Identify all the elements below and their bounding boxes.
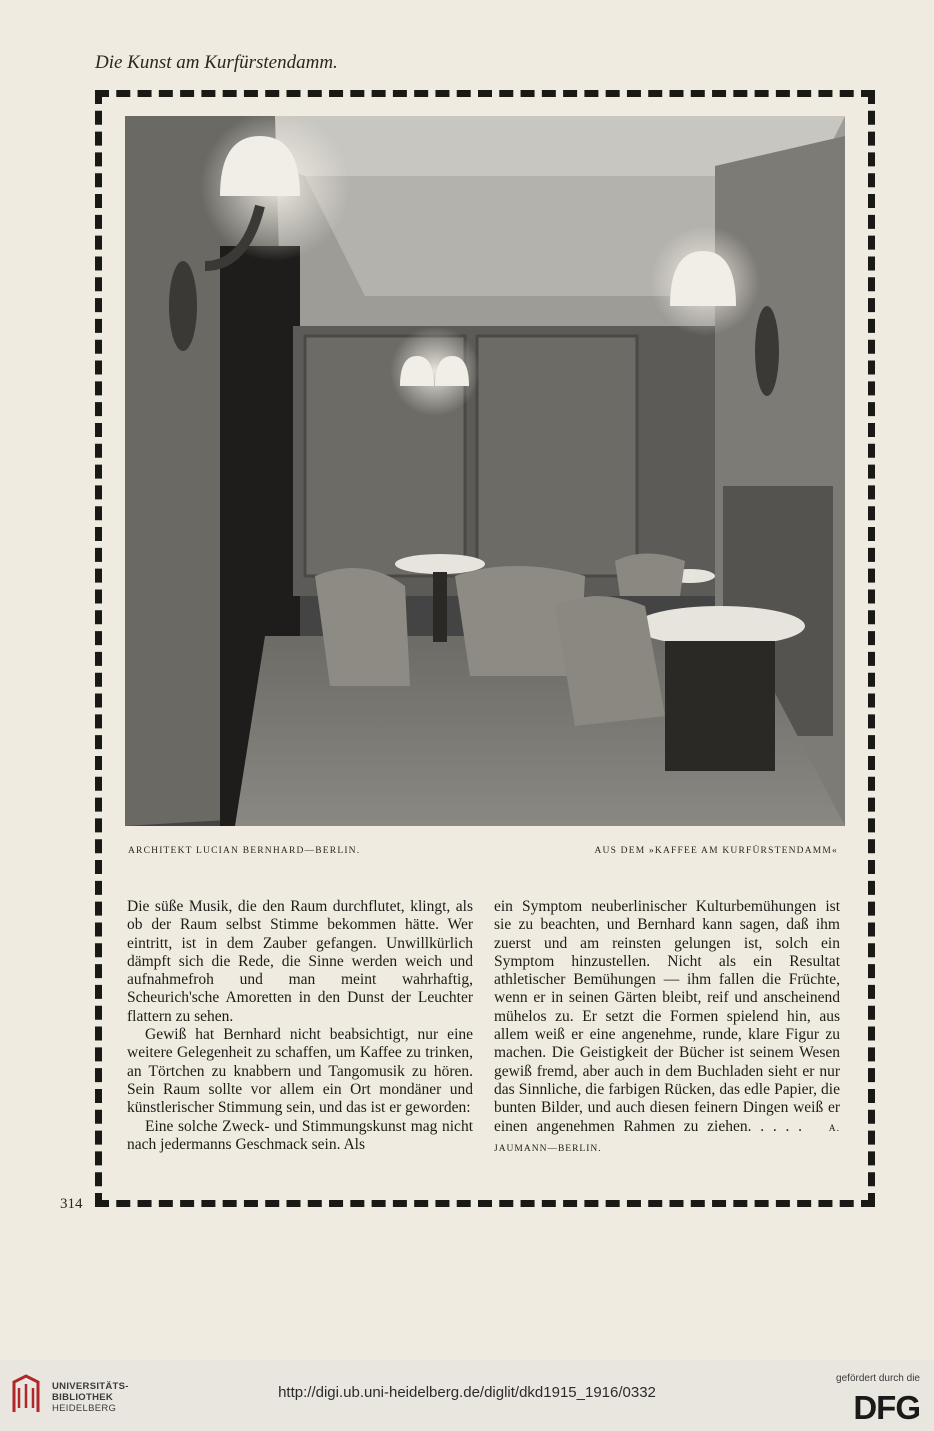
paragraph: Die süße Musik, die den Raum durchflutet, klingt, als ob der Raum selbst Stimme bekommen hätte. Wer eintritt, ist in dem Zauber gefangen. Unwillkürlich dämpft sich die Rede, die Sinne werden weich und aufnahmefroh und man meint wahrhaftig, Scheurich'sche Amoretten in den Dunst der Leuchter flattern zu sehen.: [127, 898, 473, 1025]
wicker-chair-4: [615, 554, 685, 597]
author-signature: A. JAUMANN—BERLIN.: [494, 1123, 840, 1154]
table-back: [395, 554, 485, 574]
page-number: 314: [60, 1196, 83, 1212]
running-head: Die Kunst am Kurfürstendamm.: [95, 52, 338, 73]
dfg-logo: DFG: [853, 1389, 920, 1426]
paragraph: Eine solche Zweck- und Stimmungskunst mag nicht nach jedermanns Geschmack sein. Als: [127, 1117, 473, 1153]
library-name-line: HEIDELBERG: [52, 1403, 117, 1414]
library-name-line: BIBLIOTHEK: [52, 1392, 114, 1403]
wicker-chair-1: [315, 568, 410, 686]
library-name-line: UNIVERSITÄTS-: [52, 1381, 129, 1392]
table-front: [635, 606, 805, 646]
permalink-url[interactable]: http://digi.ub.uni-heidelberg.de/diglit/dkd1915_1916/0332: [278, 1384, 656, 1401]
paragraph-text: ein Symptom neuberlinischer Kulturbemühungen ist sie zu beachten, und Bernhard kann sagen, daß ihm zuerst und am reinsten gelungen ist, solch ein Symptom hinzustellen. Nicht als ein Resultat athletischer Bemühungen — ihm fallen die Früchte, wenn er in seinen Gärten bleibt, reif und anscheinend mühelos zu. Er setzt die Formen spielend hin, aus allem weiß er eine angenehme, runde, klare Figur zu machen. Die Geistigkeit der Bücher ist seinem Wesen gewiß fremd, aber auch in dem Buchladen sieht er nur das Sinnliche, die farbigen Rücken, das edle Papier, die bunten Bilder, und auch diesen feinern Dingen weiß er einen angenehmen Rahmen zu ziehen. . . . .: [494, 898, 840, 1135]
cafe-interior-photograph: [125, 116, 845, 826]
photo-caption-source: AUS DEM »KAFFEE AM KURFÜRSTENDAMM«: [594, 846, 838, 856]
photo-illustration: [125, 116, 845, 826]
text-column-left: [127, 898, 473, 1154]
text-column-right: [494, 898, 840, 1158]
paragraph: Gewiß hat Bernhard nicht beabsichtigt, nur eine weitere Gelegenheit zu schaffen, um Kaffee zu trinken, an Törtchen zu knabbern und Tangomusik zu hören. Sein Raum sollte vor allem ein Ort mondäner und künstlerischer Stimmung sein, und das ist er geworden:: [127, 1026, 473, 1117]
photo-caption-architect: ARCHITEKT LUCIAN BERNHARD—BERLIN.: [128, 846, 361, 856]
paragraph: [494, 898, 840, 1158]
funded-by-label: gefördert durch die: [836, 1373, 920, 1384]
